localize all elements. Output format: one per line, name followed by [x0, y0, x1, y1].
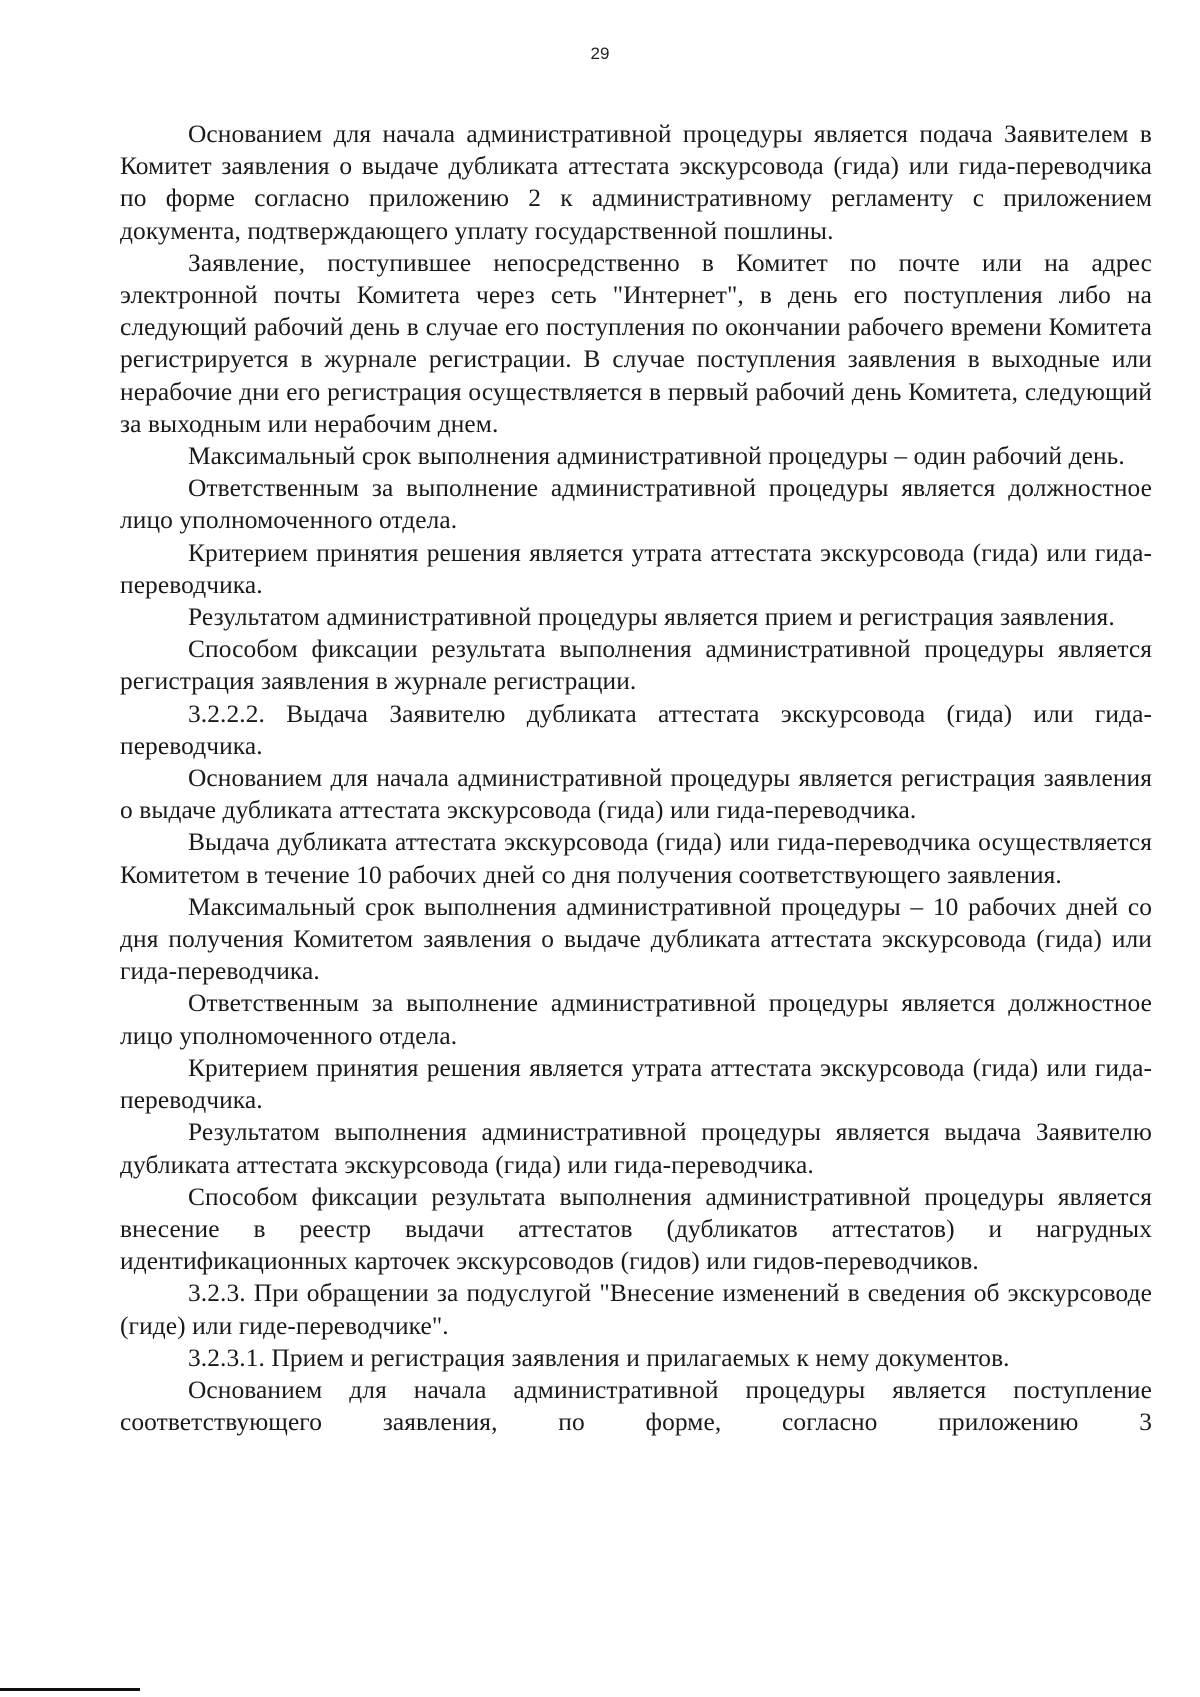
section-heading-3-2-3-1: 3.2.3.1. Прием и регистрация заявления и прилагаемых к нему документов. — [188, 1343, 1010, 1372]
paragraph-1: Основанием для начала административной процедуры является подача Заявителем в Комитет заявления о выдаче дубликата аттестата экскурсовода (гида) или гида-переводчика по форме согласно приложению 2 к административному регламенту с приложением документа, подтверждающего уплату государственной пошлины. — [120, 120, 1152, 245]
paragraph-15: Способом фиксации результата выполнения административной процедуры является внесение в реестр выдачи аттестатов (дубликатов аттестатов) и нагрудных идентификационных карточек экскурсоводов (гидов) или гидов-переводчиков. — [120, 1182, 1152, 1276]
page-number: 29 — [590, 44, 610, 63]
paragraph-4: Ответственным за выполнение административной процедуры является должностное лицо уполномоченного отдела. — [120, 474, 1152, 535]
paragraph-14: Результатом выполнения административной процедуры является выдача Заявителю дубликата аттестата экскурсовода (гида) или гида-переводчика. — [120, 1118, 1152, 1179]
paragraph-6: Результатом административной процедуры является прием и регистрация заявления. — [188, 603, 1115, 632]
paragraph-11: Максимальный срок выполнения административной процедуры – 10 рабочих дней со дня получения Комитетом заявления о выдаче дубликата аттестата экскурсовода (гида) или гида-переводчика. — [120, 892, 1152, 986]
section-heading-3-2-3: 3.2.3. При обращении за подуслугой "Внесение изменений в сведения об экскурсоводе (гиде) или гиде-переводчике". — [120, 1279, 1152, 1340]
paragraph-12: Ответственным за выполнение административной процедуры является должностное лицо уполномоченного отдела. — [120, 989, 1152, 1050]
document-body — [120, 118, 1152, 1438]
section-heading-3-2-2-2: 3.2.2.2. Выдача Заявителю дубликата аттестата экскурсовода (гида) или гида-переводчика. — [120, 699, 1152, 760]
paragraph-18: Основанием для начала административной процедуры является поступление соответствующего заявления, по форме, согласно приложению 3 — [120, 1375, 1152, 1437]
paragraph-5: Критерием принятия решения является утрата аттестата экскурсовода (гида) или гида-переводчика. — [120, 538, 1152, 599]
paragraph-7: Способом фиксации результата выполнения административной процедуры является регистрация заявления в журнале регистрации. — [120, 635, 1152, 696]
paragraph-9: Основанием для начала административной процедуры является регистрация заявления о выдаче дубликата аттестата экскурсовода (гида) или гида-переводчика. — [120, 764, 1152, 825]
paragraph-13: Критерием принятия решения является утрата аттестата экскурсовода (гида) или гида-переводчика. — [120, 1053, 1152, 1115]
paragraph-3: Максимальный срок выполнения административной процедуры – один рабочий день. — [188, 442, 1125, 471]
paragraph-10: Выдача дубликата аттестата экскурсовода (гида) или гида-переводчика осуществляется Комитетом в течение 10 рабочих дней со дня получения соответствующего заявления. — [120, 828, 1152, 889]
scan-edge-mark — [0, 1688, 140, 1691]
paragraph-2: Заявление, поступившее непосредственно в Комитет по почте или на адрес электронной почты Комитета через сеть "Интернет", в день его поступления либо на следующий рабочий день в случае его поступления по окончании рабочего времени Комитета регистрируется в журнале регистрации. В случае поступления заявления в выходные или нерабочие дни его регистрация осуществляется в первый рабочий день Комитета, следующий за выходным или нерабочим днем. — [120, 248, 1152, 438]
